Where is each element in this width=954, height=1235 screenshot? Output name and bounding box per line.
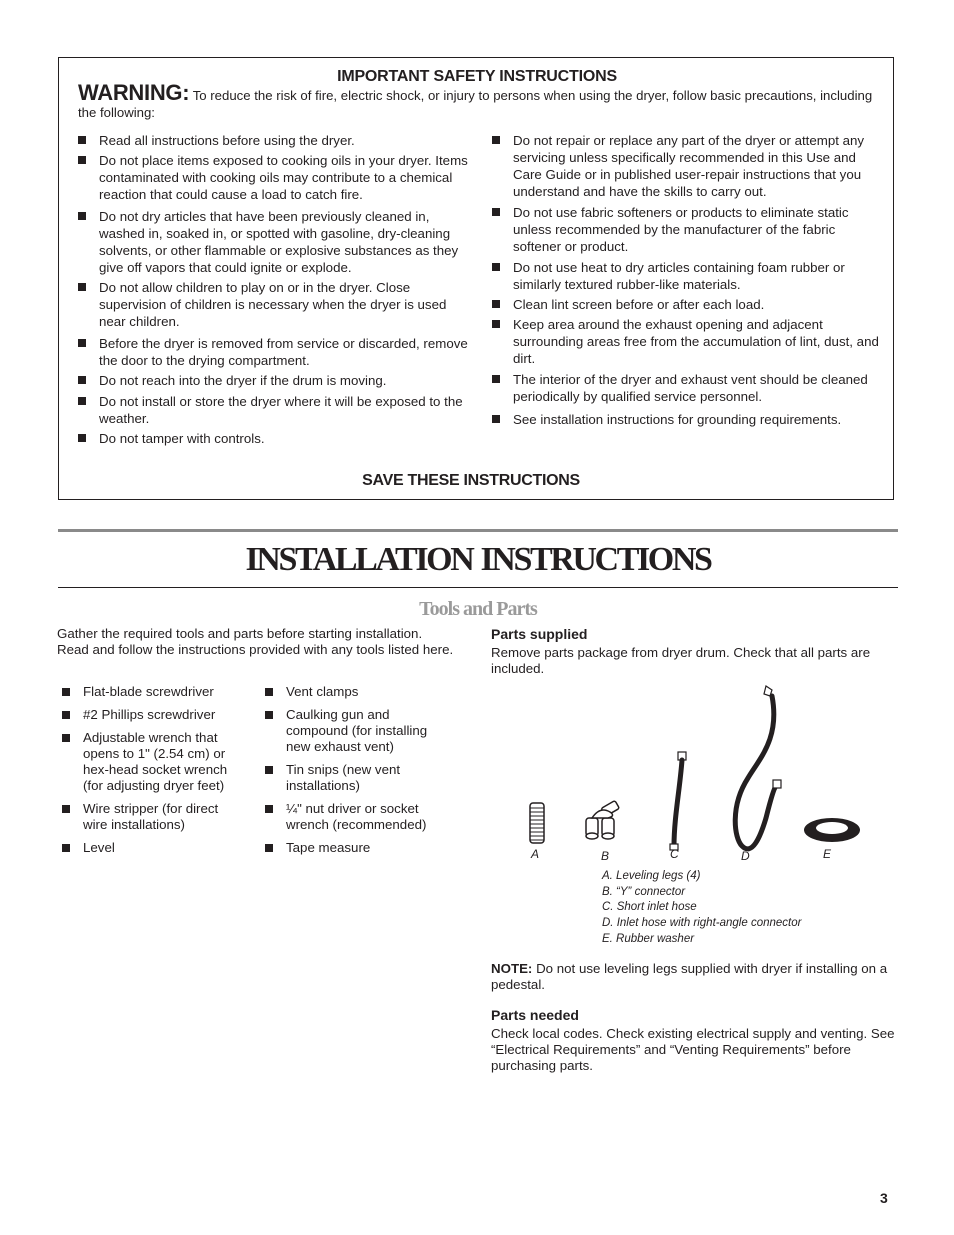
tool-item: Flat-blade screwdriver (62, 684, 242, 700)
warning-label: WARNING: (78, 80, 190, 105)
bullet-square-icon (492, 415, 500, 423)
note-paragraph (491, 961, 901, 993)
leveling-leg-icon (530, 803, 544, 843)
bullet-square-icon (62, 711, 70, 719)
parts-needed-heading: Parts needed (491, 1007, 579, 1023)
bullet-square-icon (78, 397, 86, 405)
part-letter-d: D (741, 849, 750, 863)
bullet-square-icon (78, 212, 86, 220)
bullet-square-icon (78, 376, 86, 384)
tools-list-right (265, 684, 455, 863)
title-underline (58, 587, 898, 588)
bullet-square-icon (492, 320, 500, 328)
part-letter-e: E (823, 847, 832, 861)
tool-item: Tin snips (new vent installations) (265, 762, 455, 794)
list-item: Do not use fabric softeners or products to eliminate static unless recommended by the manufacturer of the fabric softener or product. (492, 204, 884, 255)
list-item: Keep area around the exhaust opening and adjacent surrounding areas free from the accumulation of lint, dust, and dirt. (492, 316, 884, 367)
parts-illustration (520, 678, 880, 863)
page-number: 3 (880, 1190, 888, 1206)
bullet-square-icon (492, 136, 500, 144)
parts-supplied-heading: Parts supplied (491, 626, 588, 642)
short-hose-icon (670, 752, 686, 850)
long-hose-icon (735, 686, 781, 849)
part-letter-b: B (601, 849, 610, 863)
bullet-square-icon (78, 283, 86, 291)
tool-item: #2 Phillips screwdriver (62, 707, 242, 723)
warning-text: To reduce the risk of fire, electric shock, or injury to persons when using the dryer, follow basic precautions, including the following: (78, 88, 873, 120)
tool-item: Wire stripper (for direct wire installations) (62, 801, 242, 833)
bullet-square-icon (265, 688, 273, 696)
note-label: NOTE: (491, 961, 533, 976)
caption-e: E. Rubber washer (602, 932, 695, 945)
parts-supplied-text: Remove parts package from dryer drum. Check that all parts are included. (491, 645, 871, 676)
safety-title: IMPORTANT SAFETY INSTRUCTIONS (337, 68, 617, 85)
list-item: Do not use heat to dry articles containing foam rubber or similarly textured rubber-like materials. (492, 259, 884, 293)
caption-b: B. “Y” connector (602, 885, 686, 898)
list-item: Do not dry articles that have been previously cleaned in, washed in, soaked in, or spotted with gasoline, dry-cleaning solvents, or other flammable or explosive substances as they give off vapors that could ignite or explode. (78, 208, 470, 276)
bullet-square-icon (78, 434, 86, 442)
list-item: Do not install or store the dryer where it will be exposed to the weather. (78, 393, 470, 427)
list-item: Do not place items exposed to cooking oils in your dryer. Items contaminated with cooking oils may contribute to a chemical reaction that could cause a load to catch fire. (78, 152, 470, 203)
bullet-square-icon (492, 300, 500, 308)
list-item: Read all instructions before using the dryer. (78, 132, 470, 149)
bullet-square-icon (78, 156, 86, 164)
page-title: INSTALLATION INSTRUCTIONS (245, 541, 711, 578)
tool-item: Adjustable wrench that opens to 1" (2.54 cm) or hex-head socket wrench (for adjusting dryer feet) (62, 730, 242, 794)
bullet-square-icon (62, 844, 70, 852)
caption-c: C. Short inlet hose (602, 901, 697, 914)
list-item: See installation instructions for grounding requirements. (492, 411, 884, 428)
bullet-square-icon (265, 844, 273, 852)
section-heading: Tools and Parts (419, 598, 537, 620)
list-item: Do not repair or replace any part of the dryer or attempt any servicing unless specifically recommended in this Use and Care Guide or in published user-repair instructions that you understand and have the skills to carry out. (492, 132, 884, 200)
section-divider (58, 529, 898, 532)
tools-list-left (62, 684, 242, 863)
y-connector-icon (586, 801, 619, 839)
part-letter-a: A (531, 847, 540, 861)
tool-item: Vent clamps (265, 684, 455, 700)
rubber-washer-icon (804, 818, 860, 842)
bullet-square-icon (78, 136, 86, 144)
list-item: Clean lint screen before or after each load. (492, 296, 884, 313)
bullet-square-icon (62, 734, 70, 742)
note-text: Do not use leveling legs supplied with dryer if installing on a pedestal. (491, 961, 888, 992)
list-item: Do not tamper with controls. (78, 430, 470, 447)
parts-captions (602, 869, 862, 948)
caption-d: D. Inlet hose with right-angle connector (602, 917, 802, 930)
bullet-square-icon (265, 805, 273, 813)
tool-item: Tape measure (265, 840, 455, 856)
caption-a: A. Leveling legs (4) (602, 870, 701, 882)
tool-item: Caulking gun and compound (for installing new exhaust vent) (265, 707, 455, 755)
safety-list-left (78, 132, 470, 447)
list-item: Do not allow children to play on or in the dryer. Close supervision of children is necessary when the dryer is used near children. (78, 279, 470, 330)
intro-paragraph: Gather the required tools and parts before starting installation. Read and follow the instructions provided with any tools listed here. (57, 626, 454, 657)
warning-statement (78, 80, 886, 121)
list-item: Do not reach into the dryer if the drum is moving. (78, 372, 470, 389)
bullet-square-icon (492, 263, 500, 271)
bullet-square-icon (62, 805, 70, 813)
part-letter-c: C (670, 847, 679, 861)
bullet-square-icon (62, 688, 70, 696)
save-instructions: SAVE THESE INSTRUCTIONS (362, 472, 580, 489)
bullet-square-icon (265, 711, 273, 719)
safety-list-right (492, 132, 884, 428)
tool-item: ¼" nut driver or socket wrench (recommended) (265, 801, 455, 833)
bullet-square-icon (78, 339, 86, 347)
bullet-square-icon (492, 375, 500, 383)
bullet-square-icon (265, 766, 273, 774)
list-item: Before the dryer is removed from service or discarded, remove the door to the drying compartment. (78, 335, 470, 369)
list-item: The interior of the dryer and exhaust vent should be cleaned periodically by qualified service personnel. (492, 371, 884, 405)
bullet-square-icon (492, 208, 500, 216)
parts-needed-text: Check local codes. Check existing electrical supply and venting. See “Electrical Requirements” and “Venting Requirements” before purchasing parts. (491, 1026, 895, 1073)
tool-item: Level (62, 840, 242, 856)
